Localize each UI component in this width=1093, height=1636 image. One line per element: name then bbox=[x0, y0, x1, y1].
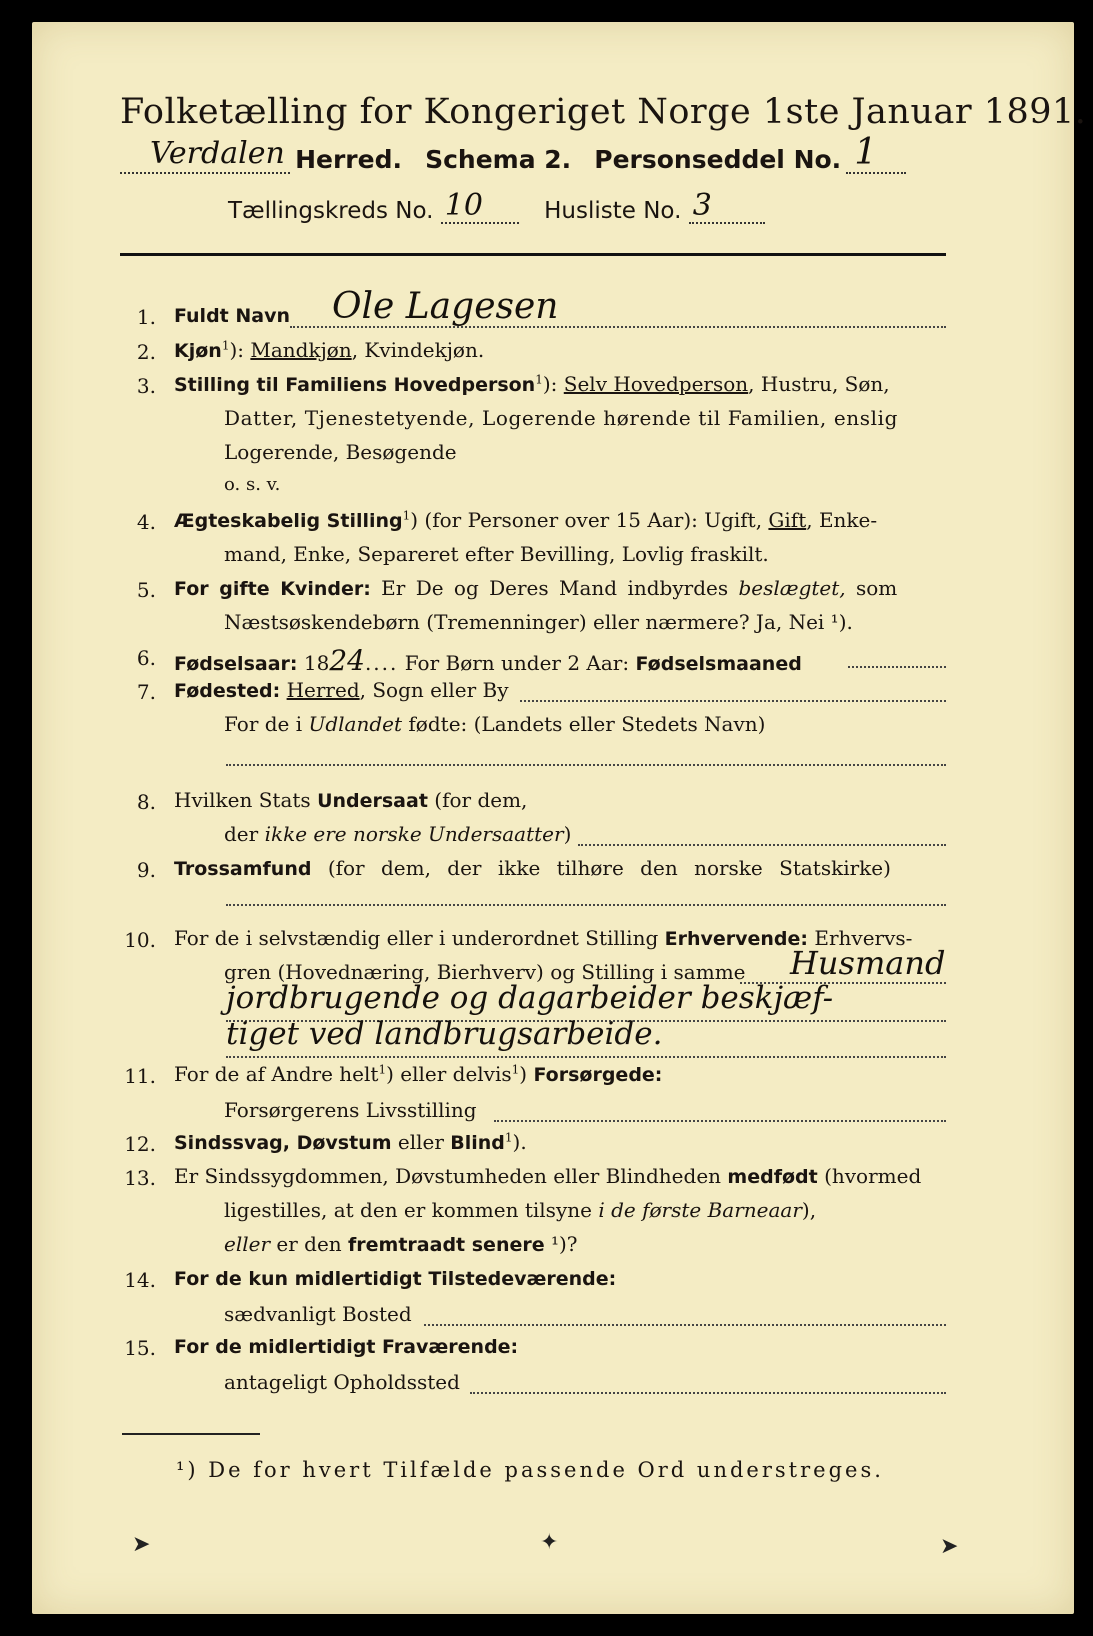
q12-number: 12. bbox=[124, 1132, 156, 1156]
corner-mark-center-icon: ✦ bbox=[540, 1530, 559, 1555]
q4-rest: , Enke- bbox=[806, 508, 878, 532]
q6-year-value: 24 bbox=[329, 644, 365, 677]
q6-field-line bbox=[848, 666, 946, 668]
q4-pre: ) (for Personer over 15 Aar): Ugift, bbox=[410, 508, 763, 532]
q13-text1: Er Sindssygdommen, Døvstumheden eller Blindheden bbox=[174, 1164, 722, 1188]
q6-line: Fødselsaar: 1824.... For Børn under 2 Aar: Fødselsmaaned bbox=[174, 644, 802, 677]
q7-number: 7. bbox=[136, 680, 156, 704]
footnote: ¹) De for hvert Tilfælde passende Ord understreges. bbox=[176, 1458, 884, 1482]
q8-label: Undersaat bbox=[317, 790, 428, 812]
q3-line3: Logerende, Besøgende bbox=[224, 440, 457, 464]
q7-field-line bbox=[520, 700, 946, 702]
kreds-value: 10 bbox=[444, 188, 483, 223]
q13-line3i: eller bbox=[224, 1232, 271, 1256]
q3-line4: o. s. v. bbox=[224, 474, 281, 495]
header-kreds-line bbox=[228, 188, 765, 224]
q12-end: ). bbox=[512, 1130, 527, 1154]
q2-label: Kjøn bbox=[174, 340, 222, 362]
q4-sup: 1 bbox=[402, 508, 411, 523]
q2-line bbox=[174, 338, 484, 362]
q8-line2a: der bbox=[224, 822, 259, 846]
q13-label: medfødt bbox=[727, 1166, 818, 1188]
q5-number: 5. bbox=[136, 578, 156, 602]
q13-text2: (hvormed bbox=[824, 1164, 922, 1188]
q9-text: (for dem, der ikke tilhøre den norske Statskirke) bbox=[327, 856, 891, 880]
q2-option-kvindekjon: Kvindekjøn. bbox=[364, 338, 485, 362]
q8-line2i: ikke ere norske Undersaatter bbox=[264, 822, 564, 846]
q6-text: For Børn under 2 Aar: bbox=[404, 651, 630, 675]
footnote-rule bbox=[122, 1433, 260, 1435]
q10-label: Erhvervende: bbox=[664, 928, 809, 950]
herred-field bbox=[120, 136, 290, 174]
q5-line1 bbox=[174, 576, 897, 600]
q8-text2: (for dem, bbox=[434, 788, 528, 812]
q10-hand-line1: Husmand bbox=[790, 944, 946, 982]
q11-line1: For de af Andre helt$^1$) eller delvis$^1$) Forsørgede: bbox=[174, 1062, 663, 1086]
q15-field-line bbox=[470, 1392, 946, 1394]
q12-label2: Blind bbox=[450, 1132, 505, 1154]
q11-number: 11. bbox=[124, 1064, 156, 1088]
q5-line2: Næstsøskendebørn (Tremenninger) eller nærmere? Ja, Nei ¹). bbox=[224, 610, 853, 634]
q7-foreign-field-line bbox=[226, 764, 946, 766]
q9-field-line bbox=[226, 904, 946, 906]
q5-text2: som bbox=[856, 576, 898, 600]
q2-colon: ): bbox=[229, 338, 245, 362]
q4-line1 bbox=[174, 508, 877, 532]
q12-line: Sindssvag, Døvstum eller Blind$^1$). bbox=[174, 1130, 527, 1154]
q2-number: 2. bbox=[136, 340, 156, 364]
q7-rest: , Sogn eller By bbox=[359, 678, 509, 702]
herred-label: Herred. bbox=[295, 145, 402, 174]
q4-line2: mand, Enke, Separeret efter Bevilling, Lovlig fraskilt. bbox=[224, 542, 769, 566]
q11-label: Forsørgede: bbox=[533, 1064, 663, 1086]
q8-field-line bbox=[578, 844, 946, 846]
q15-number: 15. bbox=[124, 1336, 156, 1360]
q14-number: 14. bbox=[124, 1268, 156, 1292]
q2-sup: 1 bbox=[221, 338, 230, 353]
q9-label: Trossamfund bbox=[174, 858, 312, 880]
q8-line2b: ) bbox=[563, 822, 572, 846]
q8-text1: Hvilken Stats bbox=[174, 788, 311, 812]
q8-number: 8. bbox=[136, 790, 156, 814]
kreds-field bbox=[441, 188, 519, 224]
q11-text1: For de af Andre helt bbox=[174, 1062, 379, 1086]
q13-line3 bbox=[224, 1232, 578, 1256]
schema-label: Schema 2. bbox=[425, 145, 572, 174]
q13-line2a: ligestilles, at den er kommen tilsyne bbox=[224, 1198, 592, 1222]
q3-sup: 1 bbox=[535, 372, 543, 387]
corner-mark-left-icon: ➤ bbox=[132, 1532, 151, 1557]
q6-prefix: 18 bbox=[303, 651, 330, 675]
q10-number: 10. bbox=[124, 928, 156, 952]
q1-label bbox=[174, 303, 290, 327]
q13-number: 13. bbox=[124, 1166, 156, 1190]
q11-line2: Forsørgerens Livsstilling bbox=[224, 1098, 477, 1122]
q7-label: Fødested: bbox=[174, 680, 281, 702]
q8-line1 bbox=[174, 788, 527, 812]
q1-label-text: Fuldt Navn bbox=[174, 305, 291, 327]
kreds-label: Tællingskreds No. bbox=[228, 198, 434, 224]
form-title: Folketælling for Kongeriget Norge 1ste Januar 1891. bbox=[120, 92, 1087, 132]
q15-label: For de midlertidigt Fraværende: bbox=[174, 1336, 519, 1358]
q6-label: Fødselsaar: bbox=[174, 653, 298, 675]
q14-label: For de kun midlertidigt Tilstedeværende: bbox=[174, 1268, 617, 1290]
q14-field-line bbox=[424, 1324, 946, 1326]
q3-line1 bbox=[174, 372, 890, 396]
q12-text: eller bbox=[397, 1130, 444, 1154]
q1-name-value: Ole Lagesen bbox=[332, 286, 559, 327]
personseddel-value: 1 bbox=[854, 132, 878, 173]
q2-sep: , bbox=[351, 338, 359, 362]
q12-label: Sindssvag, Døvstum bbox=[174, 1132, 392, 1154]
q4-number: 4. bbox=[136, 510, 156, 534]
q3-rest: , Hustru, Søn, bbox=[748, 372, 890, 396]
husliste-value: 3 bbox=[692, 188, 712, 223]
q3-line2: Datter, Tjenestetyende, Logerende hørende til Familien, enslig bbox=[224, 406, 899, 430]
q11-field-line bbox=[494, 1120, 946, 1122]
q7-line2b: fødte: (Landets eller Stedets Navn) bbox=[408, 712, 766, 736]
q9-number: 9. bbox=[136, 858, 156, 882]
q3-selected: Selv Hovedperson bbox=[563, 372, 749, 396]
q9-line bbox=[174, 856, 891, 880]
census-form-paper bbox=[32, 22, 1074, 1614]
q10-hand-line3: tiget ved landbrugsarbeide. bbox=[226, 1016, 663, 1052]
q10-field-line3 bbox=[226, 1056, 946, 1058]
q4-selected: Gift bbox=[768, 508, 807, 532]
personseddel-field bbox=[846, 132, 906, 174]
q5-text1: Er De og Deres Mand indbyrdes bbox=[381, 576, 729, 600]
q2-option-mandkjon: Mandkjøn bbox=[250, 338, 352, 362]
q10-line2: gren (Hovednæring, Bierhverv) og Stilling i samme bbox=[224, 960, 746, 984]
q4-label: Ægteskabelig Stilling bbox=[174, 510, 403, 532]
q3-number: 3. bbox=[136, 374, 156, 398]
q13-line2b: ), bbox=[801, 1198, 817, 1222]
q15-line2: antageligt Opholdssted bbox=[224, 1370, 460, 1394]
husliste-label: Husliste No. bbox=[544, 198, 682, 224]
q10-text1: For de i selvstændig eller i underordnet Stilling bbox=[174, 926, 659, 950]
header-divider bbox=[120, 253, 946, 256]
q13-line1 bbox=[174, 1164, 921, 1188]
q7-line2i: Udlandet bbox=[308, 712, 403, 736]
corner-mark-right-icon: ➤ bbox=[940, 1534, 959, 1559]
q7-selected: Herred bbox=[286, 678, 360, 702]
q7-line1 bbox=[174, 678, 509, 702]
q14-line2: sædvanligt Bosted bbox=[224, 1302, 412, 1326]
q13-line3a: er den bbox=[276, 1232, 342, 1256]
q3-label: Stilling til Familiens Hovedperson bbox=[174, 374, 536, 396]
herred-value: Verdalen bbox=[150, 136, 285, 171]
q14-line1 bbox=[174, 1266, 616, 1290]
q6-number: 6. bbox=[136, 646, 156, 670]
q13-line3b: fremtraadt senere bbox=[348, 1234, 545, 1256]
q7-line2a: For de i bbox=[224, 712, 303, 736]
q10-text2: Erhvervs- bbox=[814, 926, 913, 950]
q10-hand-line2: jordbrugende og dagarbeider beskjæf- bbox=[226, 980, 834, 1016]
q5-italic: beslægtet, bbox=[738, 576, 846, 600]
personseddel-label: Personseddel No. bbox=[594, 145, 842, 174]
q11-text2: eller delvis bbox=[400, 1062, 512, 1086]
q13-line3c: ¹)? bbox=[550, 1232, 578, 1256]
husliste-field bbox=[689, 188, 765, 224]
q13-line2i: i de første Barneaar bbox=[598, 1198, 802, 1222]
q8-line2 bbox=[224, 822, 571, 846]
q7-line2 bbox=[224, 712, 765, 736]
q5-label: For gifte Kvinder: bbox=[174, 578, 371, 600]
q6-label2: Fødselsmaaned bbox=[635, 653, 802, 675]
q3-colon: ): bbox=[542, 372, 558, 396]
q1-number: 1. bbox=[136, 305, 156, 329]
q13-line2 bbox=[224, 1198, 816, 1222]
q15-line1 bbox=[174, 1334, 518, 1358]
header-herred-line bbox=[120, 132, 906, 174]
